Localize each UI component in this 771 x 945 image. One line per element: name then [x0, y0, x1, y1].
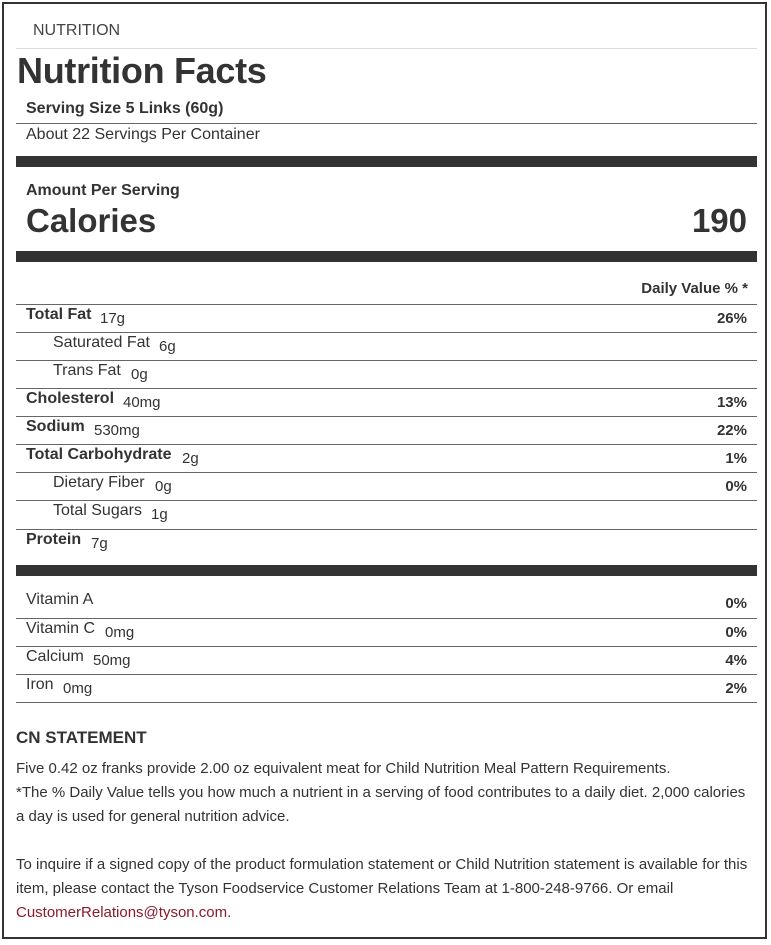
nutrient-daily-value: 0%: [725, 478, 747, 495]
nutrient-daily-value: 26%: [716, 310, 747, 327]
nutrient-row-trans-fat: [16, 360, 757, 388]
nutrient-daily-value: 13%: [716, 394, 747, 411]
nutrient-row-protein: [16, 529, 757, 557]
vitamin-amount: 0mg: [105, 624, 135, 641]
nutrient-name: Total Carbohydrate: [26, 446, 172, 463]
nutrient-amount: 1g: [151, 506, 168, 523]
divider: [16, 123, 757, 124]
amount-per-serving: Amount Per Serving: [26, 182, 180, 199]
vitamin-amount: 0mg: [63, 680, 93, 697]
nutrient-amount: 6g: [159, 338, 176, 355]
email-link[interactable]: CustomerRelations@tyson.com: [16, 904, 228, 921]
nutrient-amount: 0g: [155, 478, 172, 495]
inquiry-paragraph: [16, 853, 757, 925]
vitamin-daily-value: 2%: [725, 680, 747, 697]
vitamin-row-calcium: [16, 646, 757, 674]
nutrient-daily-value: 22%: [716, 422, 747, 439]
calories-value: 190: [691, 202, 747, 239]
nutrient-daily-value: 1%: [725, 450, 747, 467]
nutrient-name: Total Sugars: [53, 502, 142, 519]
divider: [16, 702, 757, 703]
vitamin-name: Vitamin A: [26, 591, 94, 608]
vitamin-row-vitamin-a: [16, 590, 757, 618]
servings-per-container: About 22 Servings Per Container: [26, 126, 260, 143]
vitamin-name: Iron: [26, 676, 54, 693]
nutrient-name: Sodium: [26, 418, 85, 435]
daily-value-note: *The % Daily Value tells you how much a nutrient in a serving of food contributes to a daily diet. 2,000 calories a day is used for general nutrition advice.: [16, 784, 746, 825]
vitamin-name: Calcium: [26, 648, 84, 665]
serving-size: Serving Size 5 Links (60g): [26, 100, 224, 117]
vitamin-name: Vitamin C: [26, 620, 96, 637]
nutrient-amount: 17g: [100, 310, 126, 327]
page-title: Nutrition Facts: [17, 50, 267, 91]
vitamin-daily-value: 0%: [725, 595, 747, 612]
nutrient-name: Trans Fat: [53, 362, 121, 379]
vitamin-row-vitamin-c: [16, 618, 757, 646]
inquiry-period: .: [227, 904, 232, 921]
vitamin-amount: 50mg: [93, 652, 131, 669]
nutrient-name: Protein: [26, 531, 82, 548]
nutrient-amount: 530mg: [94, 422, 140, 439]
cn-statement-text: Five 0.42 oz franks provide 2.00 oz equivalent meat for Child Nutrition Meal Pattern Requirements.: [16, 760, 671, 777]
section-label: NUTRITION: [33, 22, 121, 39]
nutrient-row-cholesterol: [16, 388, 757, 416]
nutrient-row-sodium: [16, 416, 757, 444]
nutrient-row-total-carbohydrate: [16, 444, 757, 472]
inquiry-text: To inquire if a signed copy of the product formulation statement or Child Nutrition statement is available for this item, please contact the Tyson Foodservice Customer Relations Team at 1-800-248-9766. Or email: [16, 856, 748, 897]
nutrient-name: Saturated Fat: [53, 334, 150, 351]
cn-statement-body: [16, 757, 757, 829]
vitamin-row-iron: [16, 674, 757, 702]
nutrient-amount: 7g: [91, 535, 108, 552]
thick-divider: [16, 156, 757, 167]
nutrient-amount: 40mg: [123, 394, 161, 411]
cn-statement-heading: CN STATEMENT: [16, 728, 147, 747]
vitamin-daily-value: 0%: [725, 624, 747, 641]
divider: [16, 48, 757, 49]
nutrient-row-dietary-fiber: [16, 472, 757, 500]
nutrient-amount: 0g: [131, 366, 148, 383]
thick-divider: [16, 565, 757, 576]
daily-value-header: Daily Value % *: [641, 280, 748, 297]
nutrient-amount: 2g: [182, 450, 199, 467]
calories-label: Calories: [26, 202, 157, 239]
nutrient-name: Cholesterol: [26, 390, 115, 407]
nutrient-name: Dietary Fiber: [53, 474, 145, 491]
vitamin-daily-value: 4%: [725, 652, 747, 669]
nutrient-row-saturated-fat: [16, 332, 757, 360]
thick-divider: [16, 251, 757, 262]
nutrient-row-total-sugars: [16, 500, 757, 528]
nutrient-row-total-fat: [16, 304, 757, 332]
nutrient-name: Total Fat: [26, 306, 92, 323]
